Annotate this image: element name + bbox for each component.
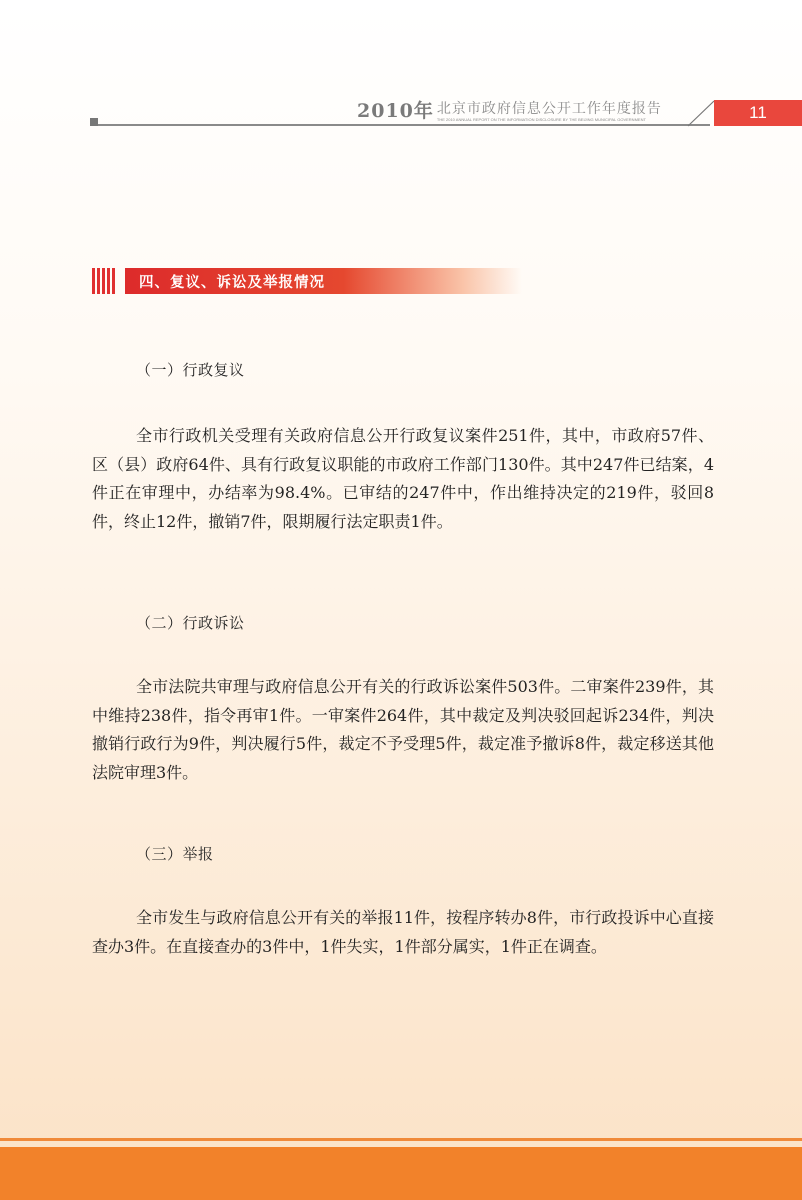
header-marker <box>90 118 98 126</box>
footer-band <box>0 1147 802 1200</box>
paragraph-administrative-litigation: 全市法院共审理与政府信息公开有关的行政诉讼案件503件。二审案件239件，其中维持238件，指令再审1件。一审案件264件，其中裁定及判决驳回起诉234件，判决撤销行政行为9件，判决履行5件，裁定不予受理5件，裁定准予撤诉8件，裁定移送其他法院审理3件。 <box>92 677 714 783</box>
footer-rule <box>0 1138 802 1141</box>
header-slash-decoration <box>686 100 716 127</box>
report-header <box>357 100 662 122</box>
report-title-cn: 北京市政府信息公开工作年度报告 <box>436 101 662 117</box>
page-number: 11 <box>714 100 802 126</box>
report-year: 2010年 <box>357 100 434 122</box>
header-rule <box>98 124 710 126</box>
report-title-en: THE 2010 ANNUAL REPORT ON THE INFORMATION DISCLOSURE BY THE BEIJING MUNICIPAL GOVERNMENT <box>436 117 646 122</box>
subsection-heading-administrative-litigation: （二）行政诉讼 <box>136 614 245 632</box>
paragraph-administrative-review: 全市行政机关受理有关政府信息公开行政复议案件251件，其中，市政府57件、区（县）政府64件、具有行政复议职能的市政府工作部门130件。其中247件已结案，4件正在审理中，办结率为98.4%。已审结的247件中，作出维持决定的219件，驳回8件，终止12件，撤销7件，限期履行法定职责1件。 <box>92 426 714 532</box>
section-title: 四、复议、诉讼及举报情况 <box>139 274 325 291</box>
section-banner <box>92 268 522 294</box>
paragraph-reports: 全市发生与政府信息公开有关的举报11件，按程序转办8件，市行政投诉中心直接查办3件。在直接查办的3件中，1件失实，1件部分属实，1件正在调查。 <box>92 908 714 956</box>
subsection-heading-administrative-review: （一）行政复议 <box>136 361 245 379</box>
subsection-heading-reports: （三）举报 <box>136 845 214 863</box>
